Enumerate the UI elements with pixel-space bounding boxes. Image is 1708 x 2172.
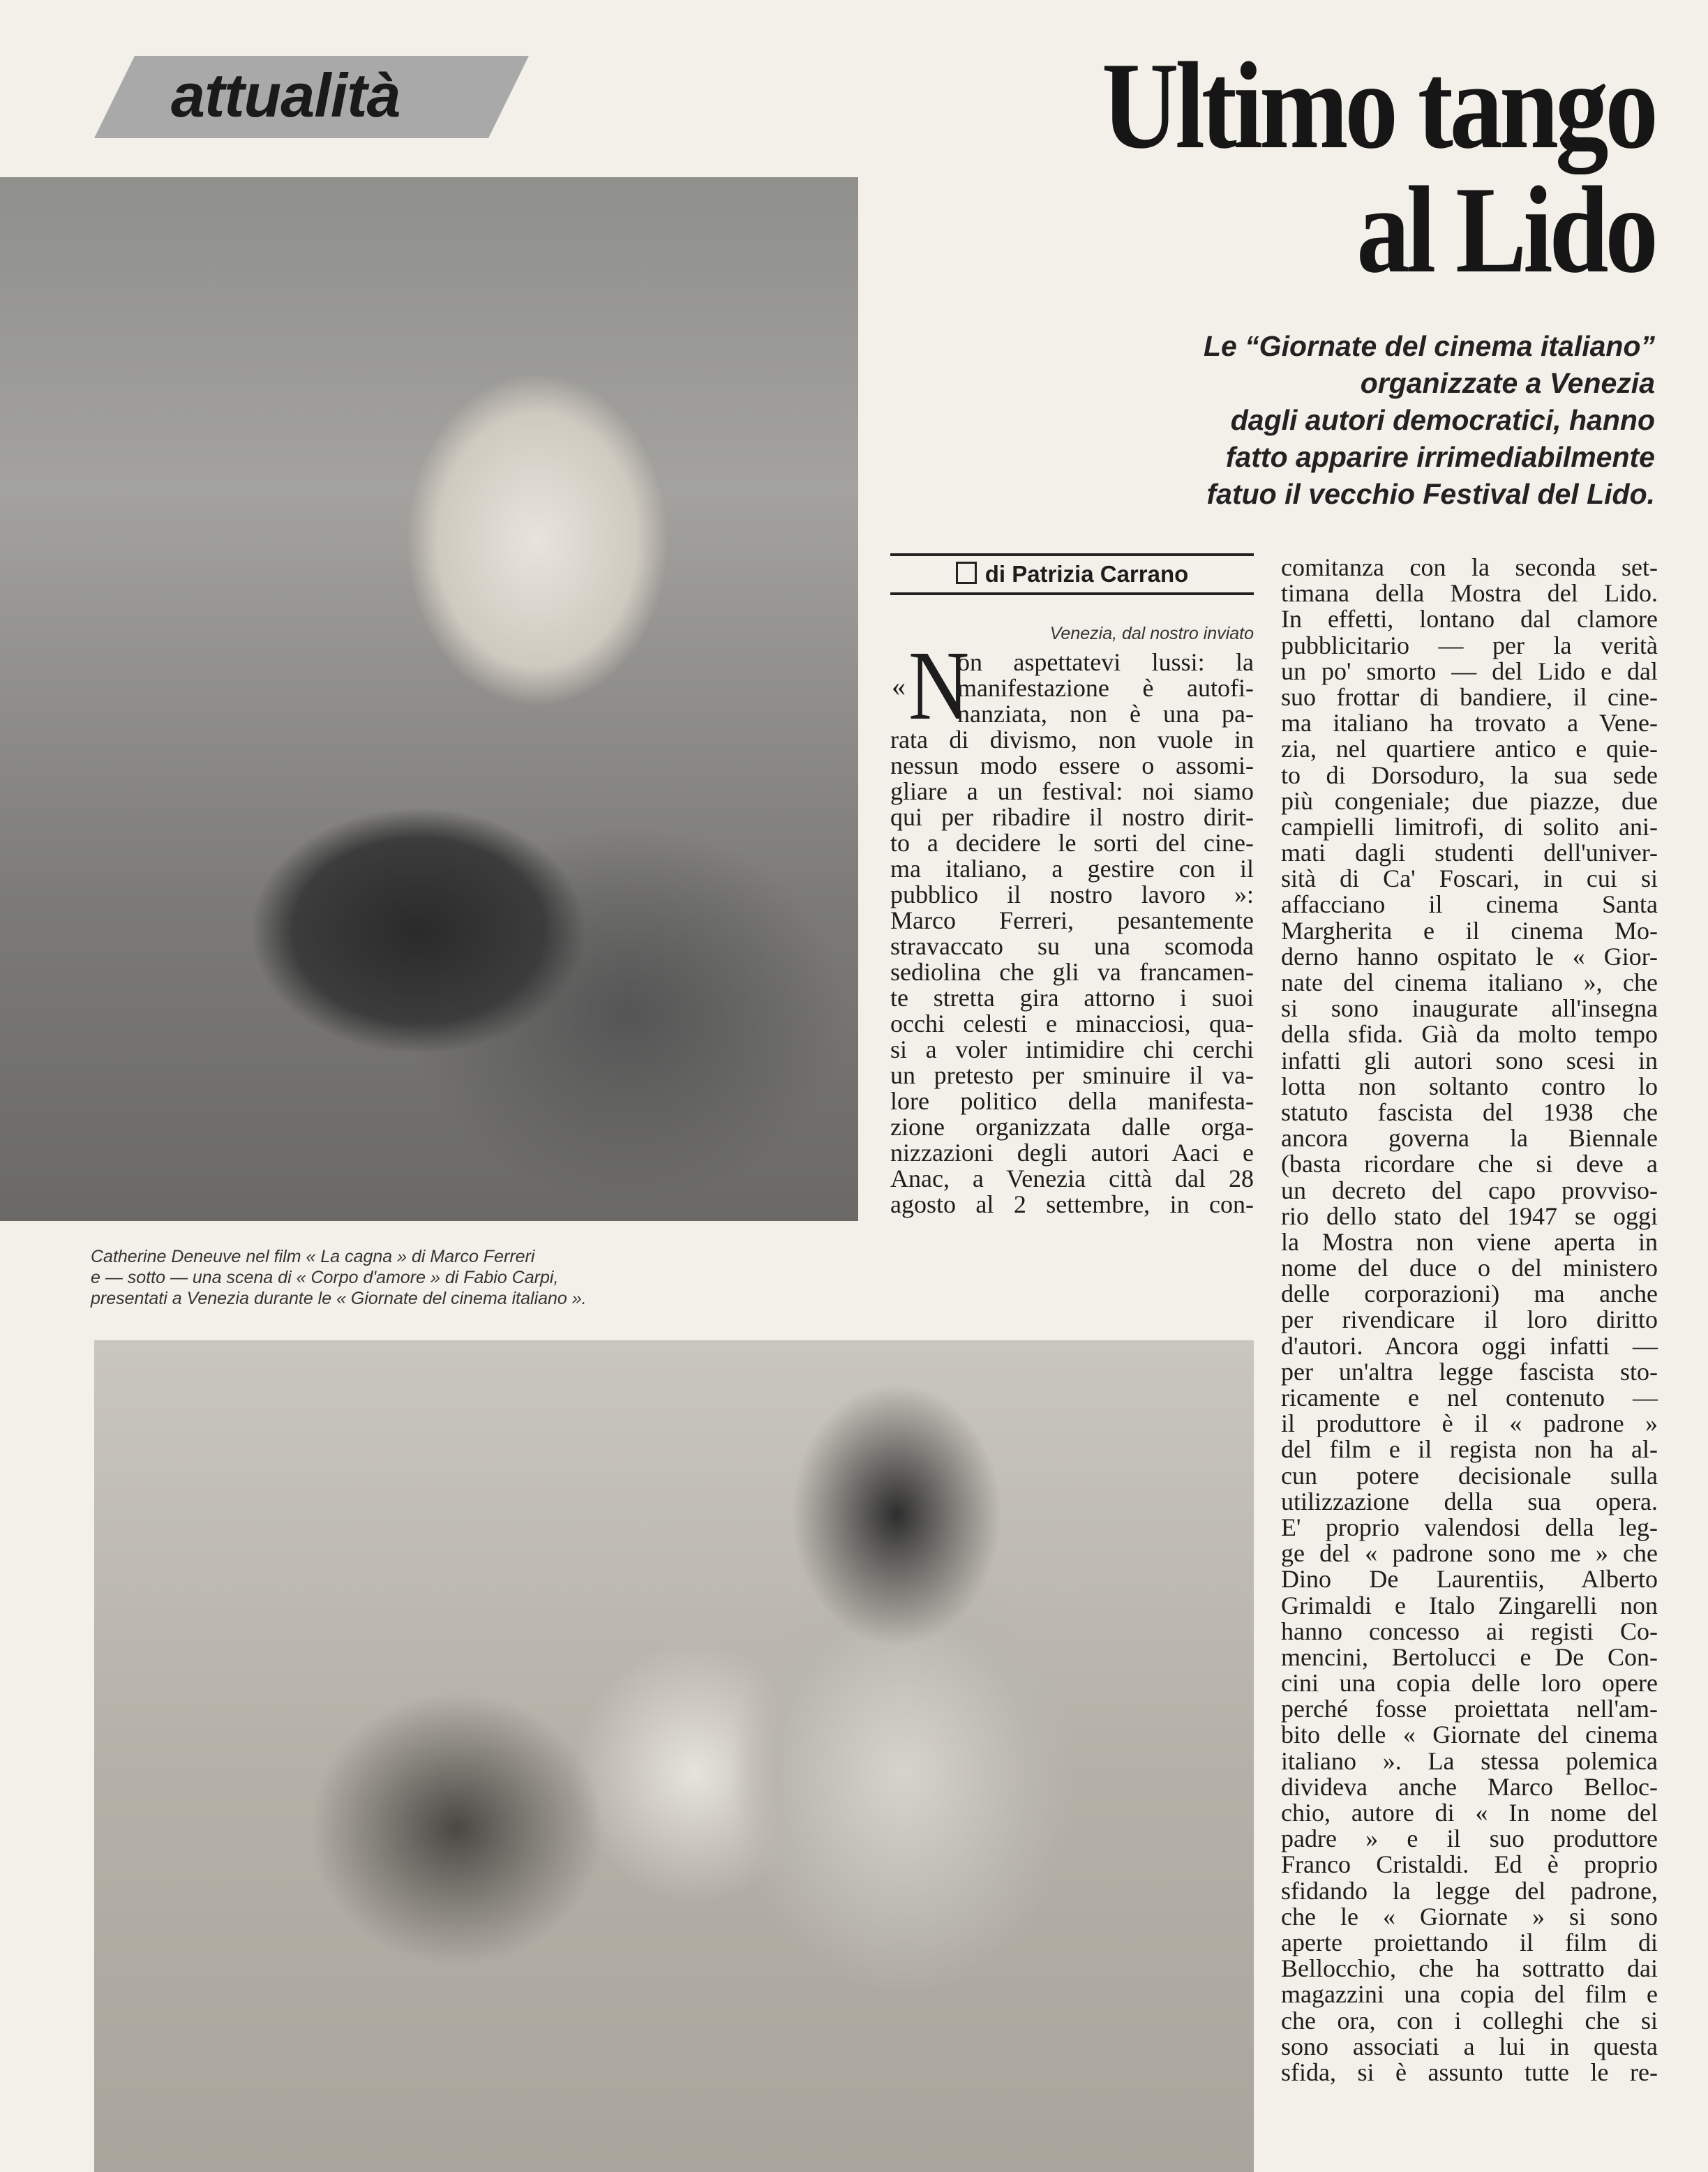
text-line bbox=[890, 701, 1254, 727]
text-line bbox=[1281, 1722, 1658, 1748]
text-line-content: padre » e il suo produttore bbox=[1281, 1825, 1658, 1853]
text-line bbox=[1281, 970, 1658, 996]
text-line-content: divideva anche Marco Belloc- bbox=[1281, 1772, 1658, 1801]
text-line bbox=[1281, 1359, 1658, 1385]
text-line bbox=[890, 727, 1254, 753]
text-line bbox=[1281, 1904, 1658, 1930]
text-line-content: nome del duce o del ministero bbox=[1281, 1254, 1658, 1282]
text-line bbox=[1281, 1151, 1658, 1177]
text-line-content: nessun modo essere o assomi- bbox=[890, 751, 1254, 779]
text-line bbox=[1281, 996, 1658, 1021]
text-line-content: si sono inaugurate all'insegna bbox=[1281, 994, 1658, 1023]
text-line-content: sediolina che gli va francamen- bbox=[890, 958, 1254, 986]
text-line bbox=[1281, 1229, 1658, 1255]
text-line-content: mencini, Bertolucci e De Con- bbox=[1281, 1642, 1658, 1671]
text-line bbox=[1281, 814, 1658, 840]
text-line-content: mati dagli studenti dell'univer- bbox=[1281, 839, 1658, 867]
text-line-content: lore politico della manifesta- bbox=[890, 1087, 1254, 1115]
text-line bbox=[1281, 1385, 1658, 1411]
text-line-content: rio dello stato del 1947 se oggi bbox=[1281, 1201, 1658, 1230]
text-line-content: te stretta gira attorno i suoi bbox=[890, 984, 1254, 1012]
text-line bbox=[1281, 1281, 1658, 1307]
text-line-content: sono associati a lui in questa bbox=[1281, 2032, 1658, 2060]
text-line bbox=[1281, 1463, 1658, 1489]
text-line-content: del film e il regista non ha al- bbox=[1281, 1435, 1658, 1464]
text-line bbox=[1281, 1255, 1658, 1281]
text-line bbox=[1281, 2034, 1658, 2060]
text-line bbox=[1281, 1489, 1658, 1515]
text-line bbox=[890, 959, 1254, 985]
text-line-content: zia, nel quartiere antico e quie- bbox=[1281, 735, 1658, 763]
text-line bbox=[890, 1166, 1254, 1192]
dateline: Venezia, dal nostro inviato bbox=[1049, 624, 1254, 643]
subtitle-line: fatuo il vecchio Festival del Lido. bbox=[1206, 478, 1655, 510]
text-line bbox=[890, 1192, 1254, 1218]
text-line-content: zione organizzata dalle orga- bbox=[890, 1113, 1254, 1141]
text-line-content: E' proprio valendosi della leg- bbox=[1281, 1513, 1658, 1541]
text-line bbox=[1281, 1307, 1658, 1333]
text-line bbox=[1281, 1125, 1658, 1151]
text-line-content: affacciano il cinema Santa bbox=[1281, 890, 1658, 919]
text-line-content: Marco Ferreri, pesantemente bbox=[890, 906, 1254, 934]
text-line-content: cun potere decisionale sulla bbox=[1281, 1461, 1658, 1490]
text-line bbox=[890, 779, 1254, 804]
text-line-content: lotta non soltanto contro lo bbox=[1281, 1072, 1658, 1100]
text-line bbox=[1281, 2060, 1658, 2085]
text-line-content: gliare a un festival: noi siamo bbox=[890, 777, 1254, 805]
text-line bbox=[1281, 1642, 1658, 1671]
text-line-content: sfidando la legge del padrone, bbox=[1281, 1876, 1658, 1905]
text-line-content: magazzini una copia del film e bbox=[1281, 1980, 1658, 2009]
text-line-content: Anac, a Venezia città dal 28 bbox=[890, 1164, 1254, 1192]
subtitle-line: Le “Giornate del cinema italiano” bbox=[1203, 330, 1655, 362]
text-line-content: derno hanno ospitato le « Gior- bbox=[1281, 942, 1658, 971]
text-line bbox=[890, 830, 1254, 856]
text-line bbox=[1281, 581, 1658, 606]
text-line-content: chio, autore di « In nome del bbox=[1281, 1799, 1658, 1827]
text-line-content: della sfida. Già da molto tempo bbox=[1281, 1020, 1658, 1049]
text-line-content: manifestazione è autofi- bbox=[957, 674, 1254, 702]
text-line-content: comitanza con la seconda set- bbox=[1281, 553, 1658, 581]
text-line-content: statuto fascista del 1938 che bbox=[1281, 1098, 1658, 1126]
text-line bbox=[1281, 1748, 1658, 1774]
drop-cap: N bbox=[908, 630, 970, 740]
text-line bbox=[1281, 1670, 1658, 1696]
text-line bbox=[1281, 736, 1658, 762]
text-line bbox=[1281, 1437, 1658, 1462]
text-line bbox=[1281, 633, 1658, 659]
text-line bbox=[1281, 1696, 1658, 1722]
text-line-content: ge del « padrone sono me » che bbox=[1281, 1539, 1658, 1568]
text-line-content: sfida, si è assunto tutte le re- bbox=[1281, 2058, 1658, 2086]
text-line-content: aperte proiettando il film di bbox=[1281, 1928, 1658, 1956]
text-line-content: un pretesto per sminuire il va- bbox=[890, 1061, 1254, 1089]
text-line-content: nizzazioni degli autori Aaci e bbox=[890, 1139, 1254, 1167]
article-subtitle bbox=[1027, 328, 1655, 513]
text-line bbox=[1281, 1566, 1658, 1592]
text-line bbox=[1281, 1956, 1658, 1982]
text-line-content: occhi celesti e minacciosi, qua- bbox=[890, 1010, 1254, 1038]
text-line bbox=[1281, 1930, 1658, 1956]
photo-corpo-d-amore-scene bbox=[94, 1340, 1254, 2172]
text-line-content: si a voler intimidire chi cerchi bbox=[890, 1035, 1254, 1063]
text-line-content: un decreto del capo provviso- bbox=[1281, 1176, 1658, 1204]
text-line bbox=[1281, 1852, 1658, 1878]
text-line bbox=[1281, 1878, 1658, 1904]
text-line-content: Grimaldi e Italo Zingarelli non bbox=[1281, 1591, 1658, 1619]
photo-caption bbox=[91, 1246, 788, 1309]
text-line bbox=[1281, 1800, 1658, 1826]
text-line-content: sità di Ca' Foscari, in cui si bbox=[1281, 864, 1658, 893]
text-line bbox=[890, 1037, 1254, 1063]
title-line-1: Ultimo tango bbox=[1102, 36, 1655, 174]
section-banner bbox=[94, 56, 529, 138]
text-line bbox=[1281, 840, 1658, 866]
text-line-content: rata di divismo, non vuole in bbox=[890, 726, 1254, 754]
caption-line: presentati a Venezia durante le « Giornate del cinema italiano ». bbox=[91, 1289, 587, 1308]
text-line bbox=[890, 675, 1254, 701]
text-line bbox=[1281, 1515, 1658, 1541]
text-line bbox=[1281, 1074, 1658, 1100]
text-line bbox=[1281, 763, 1658, 788]
text-line-content: hanno concesso ai registi Co- bbox=[1281, 1617, 1658, 1645]
text-line bbox=[890, 908, 1254, 934]
text-line bbox=[890, 1063, 1254, 1088]
text-line bbox=[1281, 1100, 1658, 1125]
photo-deneuve-with-dog bbox=[0, 177, 858, 1221]
opening-quote-mark: « bbox=[892, 671, 906, 702]
text-line-content: più congeniale; due piazze, due bbox=[1281, 786, 1658, 815]
text-line-content: pubblico il nostro lavoro »: bbox=[890, 881, 1254, 908]
text-line bbox=[890, 804, 1254, 830]
text-line bbox=[1281, 2008, 1658, 2034]
text-line-content: bito delle « Giornate del cinema bbox=[1281, 1721, 1658, 1749]
text-line-content: Franco Cristaldi. Ed è proprio bbox=[1281, 1850, 1658, 1879]
byline-author: di Patrizia Carrano bbox=[984, 561, 1189, 587]
text-line bbox=[1281, 1021, 1658, 1047]
text-line-content: ricamente e nel contenuto — bbox=[1281, 1384, 1658, 1411]
text-line-content: il produttore è il « padrone » bbox=[1281, 1409, 1658, 1438]
text-line bbox=[1281, 710, 1658, 736]
text-line-content: ancora governa la Biennale bbox=[1281, 1124, 1658, 1153]
text-line-content: infatti gli autori sono scesi in bbox=[1281, 1046, 1658, 1074]
text-line bbox=[890, 650, 1254, 675]
caption-line: Catherine Deneuve nel film « La cagna » di Marco Ferreri bbox=[91, 1247, 535, 1266]
text-line bbox=[1281, 1593, 1658, 1619]
text-line-content: (basta ricordare che si deve a bbox=[1281, 1150, 1658, 1178]
text-line-content: nanziata, non è una pa- bbox=[957, 700, 1254, 728]
text-line bbox=[890, 1088, 1254, 1114]
caption-line: e — sotto — una scena di « Corpo d'amore » di Fabio Carpi, bbox=[91, 1268, 559, 1287]
text-line-content: on aspettatevi lussi: la bbox=[957, 648, 1254, 676]
text-line bbox=[1281, 1048, 1658, 1074]
subtitle-line: fatto apparire irrimediabilmente bbox=[1225, 441, 1655, 473]
text-line-content: perché fosse proiettata nell'am- bbox=[1281, 1695, 1658, 1723]
text-line-content: suo frottar di bandiere, il cine- bbox=[1281, 682, 1658, 711]
text-line-content: ma italiano, a gestire con il bbox=[890, 855, 1254, 883]
text-line bbox=[1281, 1982, 1658, 2007]
text-line-content: italiano ». La stessa polemica bbox=[1281, 1746, 1658, 1775]
text-line-content: per un'altra legge fascista sto- bbox=[1281, 1357, 1658, 1386]
text-line-content: un po' smorto — del Lido e dal bbox=[1281, 657, 1658, 685]
text-line-content: stravaccato su una scomoda bbox=[890, 932, 1254, 960]
text-line bbox=[890, 1114, 1254, 1140]
text-line-content: ma italiano ha trovato a Vene- bbox=[1281, 709, 1658, 737]
subtitle-line: organizzate a Venezia bbox=[1360, 367, 1655, 399]
text-line-content: per rivendicare il loro diritto bbox=[1281, 1305, 1658, 1334]
text-line bbox=[1281, 1826, 1658, 1852]
text-line bbox=[1281, 1774, 1658, 1800]
subtitle-line: dagli autori democratici, hanno bbox=[1230, 404, 1655, 436]
text-line bbox=[890, 1011, 1254, 1037]
article-column-1 bbox=[890, 650, 1254, 1218]
text-line-content: cini una copia delle loro opere bbox=[1281, 1669, 1658, 1698]
text-line bbox=[1281, 788, 1658, 814]
text-line bbox=[1281, 1178, 1658, 1204]
text-line bbox=[1281, 1411, 1658, 1437]
text-line-content: delle corporazioni) ma anche bbox=[1281, 1280, 1658, 1308]
text-line-content: d'autori. Ancora oggi infatti — bbox=[1281, 1331, 1658, 1360]
text-line-content: to di Dorsoduro, la sua sede bbox=[1281, 761, 1658, 789]
text-line bbox=[890, 856, 1254, 882]
text-line-content: Margherita e il cinema Mo- bbox=[1281, 916, 1658, 945]
text-line bbox=[1281, 684, 1658, 710]
text-line bbox=[890, 753, 1254, 779]
text-line-content: to a decidere le sorti del cine- bbox=[890, 829, 1254, 857]
byline bbox=[890, 553, 1254, 595]
text-line bbox=[1281, 1333, 1658, 1359]
text-line-content: che le « Giornate » si sono bbox=[1281, 1902, 1658, 1931]
text-line-content: Bellocchio, che ha sottratto dai bbox=[1281, 1954, 1658, 1983]
text-line-content: timana della Mostra del Lido. bbox=[1281, 579, 1658, 608]
text-line-content: In effetti, lontano dal clamore bbox=[1281, 605, 1658, 634]
text-line-content: che ora, con i colleghi che si bbox=[1281, 2006, 1658, 2035]
text-line bbox=[1281, 918, 1658, 944]
text-line bbox=[1281, 1541, 1658, 1566]
square-bullet-icon bbox=[956, 562, 977, 584]
text-line-content: Dino De Laurentiis, Alberto bbox=[1281, 1565, 1658, 1594]
article-column-2 bbox=[1281, 555, 1658, 2085]
text-line bbox=[1281, 1201, 1658, 1230]
title-line-2: al Lido bbox=[1356, 160, 1655, 299]
text-line-content: la Mostra non viene aperta in bbox=[1281, 1227, 1658, 1256]
text-line-content: utilizzazione della sua opera. bbox=[1281, 1487, 1658, 1515]
text-line bbox=[1281, 944, 1658, 970]
article-title bbox=[1012, 36, 1655, 299]
text-line bbox=[1281, 659, 1658, 684]
text-line bbox=[890, 985, 1254, 1011]
section-label: attualità bbox=[171, 61, 400, 130]
text-line bbox=[1281, 555, 1658, 581]
text-line bbox=[890, 882, 1254, 908]
text-line bbox=[1281, 1619, 1658, 1645]
text-line bbox=[1281, 606, 1658, 632]
text-line-content: qui per ribadire il nostro dirit- bbox=[890, 803, 1254, 831]
text-line bbox=[1281, 892, 1658, 918]
text-line-content: nate del cinema italiano », che bbox=[1281, 968, 1658, 996]
text-line bbox=[890, 934, 1254, 959]
text-line-content: pubblicitario — per la verità bbox=[1281, 631, 1658, 659]
text-line bbox=[890, 1140, 1254, 1166]
text-line bbox=[1281, 866, 1658, 892]
text-line-content: campielli limitrofi, di solito ani- bbox=[1281, 812, 1658, 841]
text-line-content: agosto al 2 settembre, in con- bbox=[890, 1190, 1254, 1218]
